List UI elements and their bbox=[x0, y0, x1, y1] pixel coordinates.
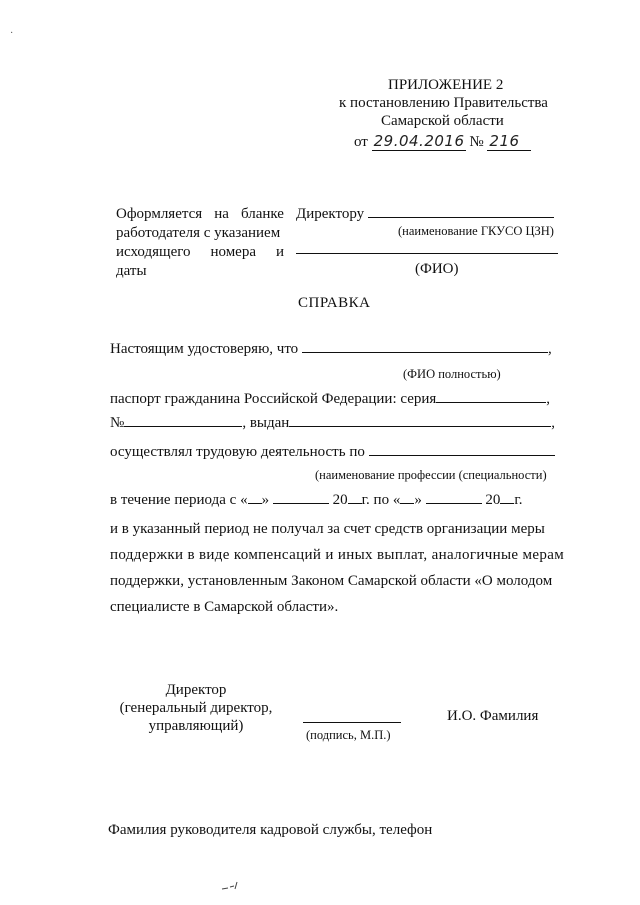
form-note-word: исходящего bbox=[116, 244, 191, 260]
form-note-word: бланке bbox=[240, 206, 284, 222]
profession-blank[interactable] bbox=[369, 443, 555, 456]
number-sign: № bbox=[110, 415, 125, 431]
signatory-role-line-1: Директор bbox=[165, 682, 227, 698]
fio-blank-line[interactable] bbox=[296, 253, 558, 254]
form-note bbox=[116, 205, 284, 281]
number-prefix: № bbox=[469, 134, 484, 150]
form-note-word: на bbox=[214, 206, 229, 222]
worked-line bbox=[110, 443, 555, 461]
scan-mark-squiggle bbox=[220, 880, 244, 892]
comma: , bbox=[551, 415, 556, 431]
signature-caption: (подпись, М.П.) bbox=[306, 728, 391, 742]
addressee-director bbox=[296, 205, 554, 223]
period-from-text: в течение периода с « bbox=[110, 492, 248, 508]
form-note-line-1 bbox=[116, 205, 284, 224]
comma: , bbox=[546, 391, 551, 407]
handwritten-number: 216 bbox=[487, 132, 531, 151]
issued-by-blank[interactable] bbox=[289, 414, 551, 427]
from-month-blank[interactable] bbox=[273, 491, 329, 504]
to-month-blank[interactable] bbox=[426, 491, 482, 504]
issued-text: , выдан bbox=[242, 415, 290, 431]
from-year-blank[interactable] bbox=[348, 491, 362, 504]
org-caption: (наименование ГКУСО ЦЗН) bbox=[398, 224, 554, 238]
period-line bbox=[110, 491, 523, 509]
director-label: Директору bbox=[296, 206, 365, 222]
form-note-line-3 bbox=[116, 243, 284, 262]
form-note-word: Оформляется bbox=[116, 206, 203, 222]
appendix-region-line: Самарской области bbox=[381, 113, 504, 129]
signature-blank-line[interactable] bbox=[303, 722, 401, 723]
period-to-text: г. по « bbox=[361, 492, 401, 508]
to-day-blank[interactable] bbox=[400, 491, 414, 504]
quote-close: » bbox=[261, 492, 270, 508]
worked-text: осуществлял трудовую деятельность по bbox=[110, 444, 365, 460]
passport-number-blank[interactable] bbox=[124, 414, 242, 427]
signatory-role-line-3: управляющий) bbox=[148, 718, 244, 734]
from-prefix: от bbox=[354, 134, 368, 150]
support-paragraph-line-4: специалисте в Самарской области». bbox=[110, 599, 339, 615]
year-prefix: 20 bbox=[485, 492, 501, 508]
comma: , bbox=[547, 341, 552, 357]
appendix-decree-line: к постановлению Правительства bbox=[339, 95, 548, 111]
passport-text: паспорт гражданина Российской Федерации: серия bbox=[110, 391, 437, 407]
support-paragraph-line-3: поддержки, установленным Законом Самарской области «О молодом bbox=[110, 573, 553, 589]
handwritten-date: 29.04.2016 bbox=[373, 132, 465, 150]
form-note-line-4: даты bbox=[116, 263, 147, 279]
support-paragraph-line-2: поддержки в виде компенсаций и иных выплат, аналогичные мерам bbox=[110, 547, 565, 563]
from-day-blank[interactable] bbox=[248, 491, 262, 504]
passport-series-blank[interactable] bbox=[436, 390, 546, 403]
year-suffix: г. bbox=[514, 492, 523, 508]
to-year-blank[interactable] bbox=[500, 491, 514, 504]
support-paragraph-line-1: и в указанный период не получал за счет средств организации меры bbox=[110, 521, 545, 537]
form-note-word: номера bbox=[210, 244, 257, 260]
org-blank-line[interactable] bbox=[368, 205, 554, 218]
appendix-title: ПРИЛОЖЕНИЕ 2 bbox=[388, 77, 504, 93]
fio-caption: (ФИО) bbox=[415, 261, 459, 277]
appendix-date-line bbox=[354, 132, 531, 151]
full-name-blank[interactable] bbox=[302, 340, 548, 353]
form-note-line-2: работодателя с указанием bbox=[116, 225, 281, 241]
document-title: СПРАВКА bbox=[298, 295, 371, 311]
passport-line bbox=[110, 390, 550, 408]
scan-mark: · bbox=[10, 28, 14, 39]
quote-close: » bbox=[414, 492, 422, 508]
certify-line bbox=[110, 340, 552, 358]
year-prefix: 20 bbox=[332, 492, 348, 508]
profession-caption: (наименование профессии (специальности) bbox=[315, 468, 547, 482]
form-note-word: и bbox=[275, 244, 284, 260]
certify-text: Настоящим удостоверяю, что bbox=[110, 341, 299, 357]
signatory-role-line-2: (генеральный директор, bbox=[119, 700, 273, 716]
hr-contact-line: Фамилия руководителя кадровой службы, телефон bbox=[108, 822, 433, 838]
signatory-role bbox=[108, 681, 284, 735]
signatory-name: И.О. Фамилия bbox=[447, 708, 539, 724]
passport-number-line bbox=[110, 414, 555, 432]
fio-full-caption: (ФИО полностью) bbox=[403, 367, 501, 381]
